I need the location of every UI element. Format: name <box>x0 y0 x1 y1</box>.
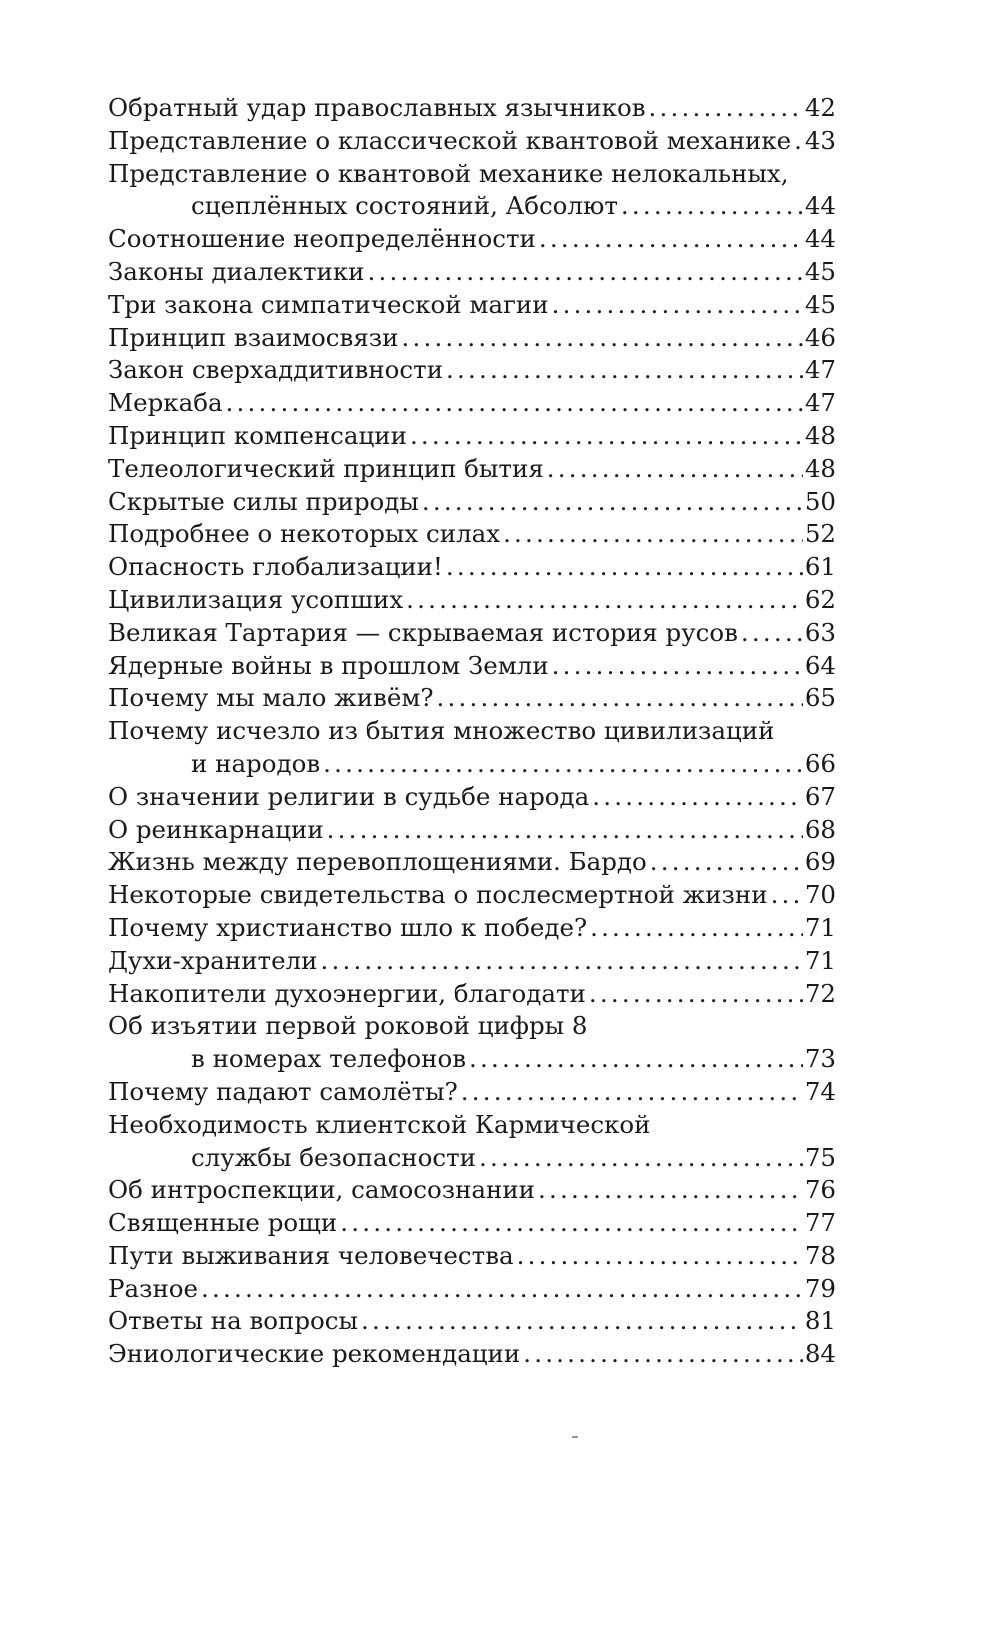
toc-entry <box>108 256 836 289</box>
toc-dot-leader <box>741 617 803 650</box>
toc-entry <box>108 551 836 584</box>
toc-dot-leader <box>361 1305 803 1338</box>
toc-dot-leader <box>340 1207 803 1240</box>
toc-page-number: 75 <box>804 1142 836 1172</box>
toc-entry-title: Об изъятии первой роковой цифры 8 <box>108 1011 588 1041</box>
toc-entry-title: Разное <box>108 1273 199 1303</box>
toc-dot-leader <box>649 92 803 125</box>
toc-dot-leader <box>479 1142 803 1175</box>
toc-page-number: 52 <box>804 519 836 549</box>
toc-entry-title: Священные рощи <box>108 1208 338 1238</box>
toc-line <box>108 1305 836 1338</box>
toc-line <box>108 682 836 715</box>
toc-entry <box>108 617 836 650</box>
toc-dot-leader <box>320 945 802 978</box>
toc-page-number: 69 <box>804 847 836 877</box>
toc-entry-title: Телеологический принцип бытия <box>108 453 544 483</box>
toc-page-number: 76 <box>804 1175 836 1205</box>
toc-dot-leader <box>327 814 803 847</box>
toc-entry-title: Некоторые свидетельства о послесмертной жизни <box>108 880 768 910</box>
toc-page-number: 43 <box>804 125 836 155</box>
toc-line <box>108 1142 836 1175</box>
toc-entry <box>108 945 836 978</box>
toc-dot-leader <box>422 486 803 519</box>
toc-dot-leader <box>401 322 802 355</box>
toc-page-number: 72 <box>804 978 836 1008</box>
toc-dot-leader <box>592 781 803 814</box>
toc-line <box>108 190 836 223</box>
toc-line <box>108 518 836 551</box>
toc-page-number: 48 <box>804 420 836 450</box>
toc-line <box>108 1338 836 1371</box>
toc-page-number: 61 <box>804 552 836 582</box>
toc-dot-leader <box>589 978 803 1011</box>
toc-page-number: 64 <box>804 650 836 680</box>
toc-dot-leader <box>406 584 803 617</box>
toc-line <box>108 256 836 289</box>
toc-page-number: 50 <box>804 486 836 516</box>
toc-entry <box>108 715 836 781</box>
toc-entry-title: Ядерные войны в прошлом Земли <box>108 650 549 680</box>
toc-page-number: 62 <box>804 584 836 614</box>
toc-entry-title: Соотношение неопределённости <box>108 224 536 254</box>
toc-line <box>108 420 836 453</box>
toc-dot-leader <box>323 748 803 781</box>
toc-entry-title: в номерах телефонов <box>191 1044 467 1074</box>
toc-line <box>108 1174 836 1207</box>
toc-line <box>108 1273 836 1306</box>
toc-page-number: 84 <box>804 1339 836 1369</box>
toc-entry-title: Закон сверхаддитивности <box>108 355 444 385</box>
toc-entry-title: Накопители духоэнергии, благодати <box>108 978 586 1008</box>
toc-entry-title: Жизнь между перевоплощениями. Бардо <box>108 847 647 877</box>
toc-dot-leader <box>650 846 803 879</box>
toc-page-number: 81 <box>804 1306 836 1336</box>
toc-line <box>108 1240 836 1273</box>
toc-page-number: 79 <box>804 1273 836 1303</box>
toc-page-number: 45 <box>804 256 836 286</box>
table-of-contents <box>108 92 836 1371</box>
toc-page-number: 47 <box>804 388 836 418</box>
toc-dot-leader <box>461 1076 803 1109</box>
toc-entry-title: О реинкарнации <box>108 814 324 844</box>
toc-entry-title: Законы диалектики <box>108 256 365 286</box>
toc-line <box>108 158 836 191</box>
toc-dot-leader <box>590 912 803 945</box>
toc-entry <box>108 486 836 519</box>
toc-page-number: 47 <box>804 355 836 385</box>
toc-line <box>108 1109 836 1142</box>
toc-entry <box>108 223 836 256</box>
toc-entry <box>108 354 836 387</box>
toc-dot-leader <box>523 1338 803 1371</box>
toc-entry-title: Скрытые силы природы <box>108 486 419 516</box>
toc-page-number: 42 <box>804 93 836 122</box>
toc-page-number: 63 <box>804 617 836 647</box>
toc-entry-title: О значении религии в судьбе народа <box>108 781 590 811</box>
toc-dot-leader <box>771 879 803 912</box>
toc-line <box>108 1076 836 1109</box>
toc-entry <box>108 1174 836 1207</box>
toc-entry-title: Духи-хранители <box>108 945 318 975</box>
toc-line <box>108 453 836 486</box>
toc-entry <box>108 1305 836 1338</box>
toc-entry <box>108 846 836 879</box>
toc-line <box>108 617 836 650</box>
toc-entry <box>108 420 836 453</box>
toc-entry <box>108 1109 836 1175</box>
toc-line <box>108 354 836 387</box>
toc-entry-title: Об интроспекции, самосознании <box>108 1175 536 1205</box>
toc-page-number: 66 <box>804 748 836 778</box>
toc-line <box>108 879 836 912</box>
page-mark <box>572 1436 578 1438</box>
toc-entry-title: Принцип компенсации <box>108 420 407 450</box>
toc-dot-leader <box>503 518 803 551</box>
toc-entry-title: Цивилизация усопших <box>108 584 404 614</box>
toc-line <box>108 781 836 814</box>
toc-entry <box>108 682 836 715</box>
toc-entry-title: Великая Тартария — скрываемая история русов <box>108 617 738 647</box>
toc-line <box>108 92 836 125</box>
toc-entry-title: Представление о классической квантовой механике <box>108 125 792 155</box>
toc-page-number: 78 <box>804 1240 836 1270</box>
toc-page-number: 73 <box>804 1044 836 1074</box>
toc-entry <box>108 912 836 945</box>
toc-dot-leader <box>201 1273 803 1306</box>
toc-entry-title: Меркаба <box>108 388 223 418</box>
toc-entry-title: Почему христианство шло к победе? <box>108 912 588 942</box>
toc-entry-title: Представление о квантовой механике нелокальных, <box>108 158 789 188</box>
toc-entry <box>108 650 836 683</box>
toc-line <box>108 846 836 879</box>
toc-entry-title: Опасность глобализации! <box>108 552 443 582</box>
toc-entry <box>108 814 836 847</box>
toc-dot-leader <box>517 1240 803 1273</box>
toc-entry <box>108 158 836 224</box>
toc-dot-leader <box>539 223 803 256</box>
toc-entry-title: Пути выживания человечества <box>108 1240 514 1270</box>
toc-dot-leader <box>226 387 803 420</box>
toc-entry-title: Ответы на вопросы <box>108 1306 359 1336</box>
toc-line <box>108 387 836 420</box>
toc-entry-title: Необходимость клиентской Кармической <box>108 1109 651 1139</box>
toc-entry <box>108 289 836 322</box>
toc-entry-title: Принцип взаимосвязи <box>108 322 399 352</box>
toc-dot-leader <box>446 551 803 584</box>
toc-line <box>108 650 836 683</box>
toc-line <box>108 1043 836 1076</box>
toc-page-number: 74 <box>804 1076 836 1106</box>
toc-line <box>108 486 836 519</box>
toc-entry-title: Обратный удар православных язычников <box>108 93 646 122</box>
toc-dot-leader <box>552 289 803 322</box>
toc-dot-leader <box>547 453 803 486</box>
toc-entry <box>108 125 836 158</box>
toc-entry <box>108 1240 836 1273</box>
toc-page-number: 77 <box>804 1208 836 1238</box>
toc-entry <box>108 518 836 551</box>
toc-entry-title: Три закона симпатической магии <box>108 289 549 319</box>
toc-line <box>108 584 836 617</box>
toc-entry <box>108 322 836 355</box>
toc-entry <box>108 584 836 617</box>
toc-entry <box>108 1076 836 1109</box>
toc-page-number: 71 <box>804 912 836 942</box>
toc-line <box>108 125 836 158</box>
toc-page-number: 44 <box>804 224 836 254</box>
toc-line <box>108 223 836 256</box>
toc-dot-leader <box>446 354 803 387</box>
toc-dot-leader <box>552 650 803 683</box>
toc-line <box>108 912 836 945</box>
toc-line <box>108 322 836 355</box>
toc-entry-title: Подробнее о некоторых силах <box>108 519 501 549</box>
toc-dot-leader <box>538 1174 803 1207</box>
toc-entry-title: сцеплённых состояний, Абсолют <box>191 191 618 221</box>
toc-entry <box>108 1207 836 1240</box>
toc-entry-title: службы безопасности <box>191 1142 476 1172</box>
toc-page-number: 67 <box>804 781 836 811</box>
toc-dot-leader <box>621 190 803 223</box>
toc-dot-leader <box>469 1043 803 1076</box>
toc-page-number: 65 <box>804 683 836 713</box>
toc-entry <box>108 781 836 814</box>
toc-line <box>108 978 836 1011</box>
toc-entry <box>108 1338 836 1371</box>
toc-page-number: 46 <box>804 322 836 352</box>
toc-dot-leader <box>437 682 803 715</box>
toc-entry <box>108 92 836 125</box>
toc-entry-title: и народов <box>191 748 321 778</box>
toc-page-number: 44 <box>804 191 836 221</box>
toc-entry <box>108 1010 836 1076</box>
toc-entry-title: Эниологические рекомендации <box>108 1339 521 1369</box>
toc-entry <box>108 1273 836 1306</box>
toc-dot-leader <box>794 125 803 158</box>
toc-entry <box>108 453 836 486</box>
toc-line <box>108 289 836 322</box>
toc-line <box>108 748 836 781</box>
toc-page-number: 70 <box>804 880 836 910</box>
toc-line <box>108 814 836 847</box>
toc-page-number: 71 <box>804 945 836 975</box>
toc-dot-leader <box>410 420 803 453</box>
toc-page-number: 48 <box>804 453 836 483</box>
toc-line <box>108 945 836 978</box>
toc-line <box>108 1207 836 1240</box>
toc-entry-title: Почему исчезло из бытия множество цивилизаций <box>108 716 775 746</box>
toc-page-number: 68 <box>804 814 836 844</box>
toc-entry <box>108 879 836 912</box>
toc-entry <box>108 387 836 420</box>
toc-page-number: 45 <box>804 289 836 319</box>
toc-entry-title: Почему мы мало живём? <box>108 683 434 713</box>
toc-entry <box>108 978 836 1011</box>
toc-entry-title: Почему падают самолёты? <box>108 1076 458 1106</box>
toc-line <box>108 715 836 748</box>
toc-line <box>108 551 836 584</box>
toc-dot-leader <box>367 256 802 289</box>
toc-line <box>108 1010 836 1043</box>
